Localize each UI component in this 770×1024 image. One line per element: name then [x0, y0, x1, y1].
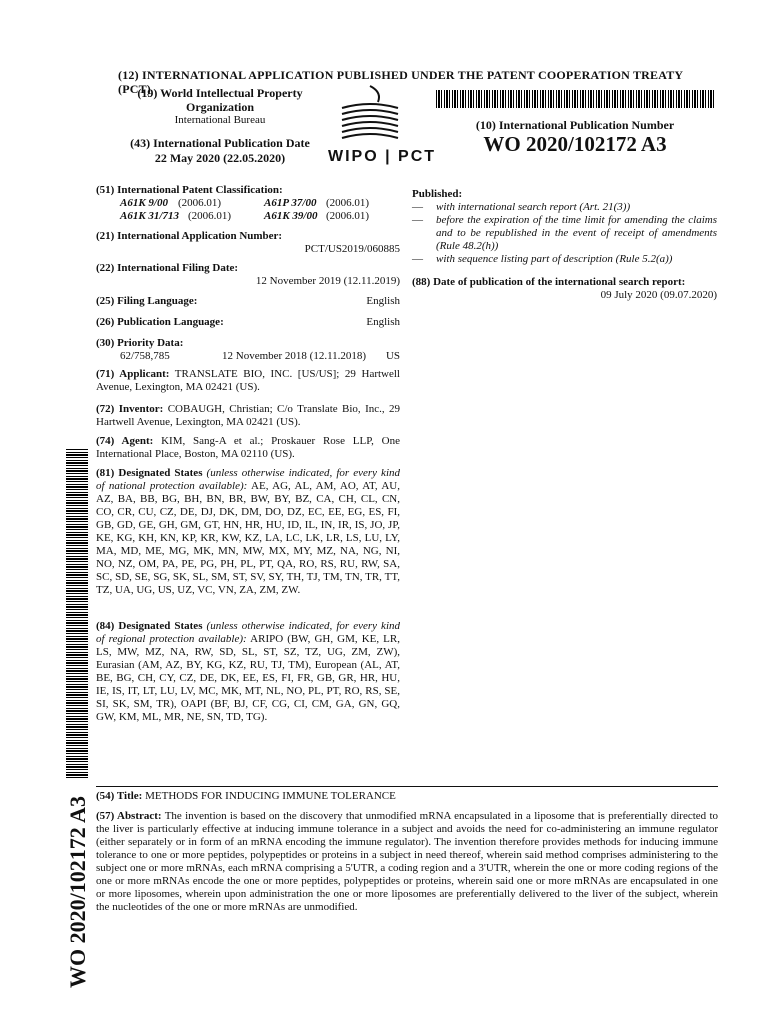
- field-84: [96, 620, 400, 724]
- barcode-top: [436, 90, 716, 108]
- priority-label: (30) Priority Data:: [96, 337, 184, 349]
- publication-language: English: [366, 316, 400, 328]
- inventor-text: COBAUGH, Christian; C/o Translate Bio, Inc., 29 Hartwell Avenue, Lexington, MA 02421 (US).: [96, 403, 400, 428]
- published-item-text: with international search report (Art. 21(3)): [436, 201, 631, 213]
- published-section: [412, 188, 717, 266]
- applicant-label: (71) Applicant:: [96, 368, 170, 380]
- published-label: Published:: [412, 188, 463, 200]
- field-88: [412, 276, 717, 302]
- ipc-label: (51) International Patent Classification:: [96, 184, 283, 196]
- agent-text: KIM, Sang-A et al.; Proskauer Rose LLP, One International Place, Boston, MA 02110 (US).: [96, 435, 400, 460]
- designated-states-regional-text: ARIPO (BW, GH, GM, KE, LR, LS, MW, MZ, NA, RW, SD, SL, ST, SZ, TZ, UG, ZM, ZW), Eurasian (AM, AZ, BY, KG, KZ, RU, TJ, TM), European (AL, AT, BE, BG, CH, CY, CZ, DE, DK, EE, ES, FI, FR, GB, GR, HR, HU, IE, IS, IT, LT, LU, LV, MC, MK, MT, NL, NO, PL, PT, RO, RS, SE, SI, SK, SM, TR), OAPI (BF, BJ, CF, CG, CI, CM, GA, GN, GQ, GW, KM, ML, MR, NE, SN, TD, TG).: [96, 633, 400, 723]
- search-report-date: 09 July 2020 (09.07.2020): [600, 289, 717, 301]
- filing-language: English: [366, 295, 400, 307]
- wipo-logo: WIPO | PCT: [328, 148, 437, 165]
- published-item-text: with sequence listing part of description (Rule 5.2(a)): [436, 253, 673, 265]
- field-30: [96, 337, 400, 365]
- abstract-section: [96, 810, 718, 914]
- agent-label: (74) Agent:: [96, 435, 154, 447]
- ipc-date-4: (2006.01): [326, 210, 370, 222]
- ipc-code-3: A61K 31/713: [120, 210, 179, 222]
- published-item-text: before the expiration of the time limit for amending the claims and to be republished in the event of receipt of amendments (Rule 48.2(h)): [436, 214, 717, 252]
- publication-language-label: (26) Publication Language:: [96, 316, 224, 328]
- priority-number: 62/758,785: [120, 350, 170, 362]
- ipc-date-1: (2006.01): [178, 197, 222, 209]
- field-74: [96, 435, 400, 461]
- priority-date: 12 November 2018 (12.11.2018): [222, 350, 367, 362]
- applicant-text: TRANSLATE BIO, INC. [US/US]; 29 Hartwell Avenue, Lexington, MA 02421 (US).: [96, 368, 400, 393]
- search-report-date-label: (88) Date of publication of the international search report:: [412, 276, 686, 288]
- field-21: [96, 230, 400, 256]
- published-item: — with sequence listing part of description (Rule 5.2(a)): [412, 253, 673, 265]
- divider: [96, 786, 718, 787]
- ipc-code-4: A61K 39/00: [264, 210, 318, 222]
- abstract-text: The invention is based on the discovery that unmodified mRNA encapsulated in a liposome that is preferentially directed to the liver is particularly effective at inducing immune tolerance in a subject and avoids the need for co-administering an immune regulator (either separately or in form of an mRNA encoding the immune regulator). The invention therefore provides methods for inducing immune tolerance to one or more peptides, polypeptides or proteins in a subject in need thereof, wherein said method comprises administering to the subject one or more mRNAs, each mRNA comprising a 5'UTR, a coding region and a 3'UTR, wherein the one or more coding regions of the one or more mRNAs encode the one or more peptides, polypeptides or proteins, wherein said one or more mRNAs are encapsulated in one or more liposomes, wherein upon administration the one or more liposomes are preferentially delivered to the liver of the subject, wherein the nucleotides of the one or more mRNAs are unmodified.: [96, 810, 718, 913]
- published-item: — with international search report (Art. 21(3)): [412, 201, 631, 213]
- app-number-label: (21) International Application Number:: [96, 230, 283, 242]
- app-number: PCT/US2019/060885: [304, 243, 400, 255]
- wipo-emblem-icon: [338, 82, 402, 146]
- pub-number-label: (10) International Publication Number: [475, 118, 675, 132]
- pub-number: WO 2020/102172 A3: [483, 132, 667, 156]
- field-81: [96, 467, 400, 597]
- pub-date-label: (43) International Publication Date: [130, 136, 310, 150]
- org-line1: (19) World Intellectual Property: [137, 86, 303, 100]
- ipc-date-3: (2006.01): [188, 210, 232, 222]
- inventor-label: (72) Inventor:: [96, 403, 164, 415]
- filing-language-label: (25) Filing Language:: [96, 295, 198, 307]
- title-section: [96, 790, 718, 803]
- field-51: [96, 184, 400, 223]
- designated-states-regional-qualifier: (unless otherwise indicated, for every kind of regional protection available):: [96, 620, 400, 645]
- barcode-side: [66, 448, 88, 778]
- designated-states-national-label: (81) Designated States: [96, 467, 203, 479]
- ipc-code-2: A61P 37/00: [264, 197, 317, 209]
- abstract-label: (57) Abstract:: [96, 810, 162, 822]
- designated-states-national-qualifier: (unless otherwise indicated, for every kind of national protection available):: [96, 467, 400, 492]
- filing-date: 12 November 2019 (12.11.2019): [255, 275, 400, 287]
- org-line2: Organization: [186, 100, 254, 114]
- field-22: [96, 262, 400, 288]
- ipc-code-1: A61K 9/00: [120, 197, 168, 209]
- priority-country: US: [385, 350, 400, 362]
- published-item: — before the expiration of the time limit for amending the claims and to be republished in the event of receipt of amendments (Rule 48.2(h)): [412, 214, 717, 252]
- pub-date: 22 May 2020 (22.05.2020): [154, 151, 286, 165]
- designated-states-regional-label: (84) Designated States: [96, 620, 203, 632]
- ipc-date-2: (2006.01): [326, 197, 370, 209]
- title-label: (54) Title:: [96, 790, 143, 802]
- designated-states-national-text: AE, AG, AL, AM, AO, AT, AU, AZ, BA, BB, BG, BH, BN, BR, BW, BY, BZ, CA, CH, CL, CN, CO, CR, CU, CZ, DE, DJ, DK, DM, DO, DZ, EC, EE, EG, ES, FI, GB, GD, GE, GH, GM, GT, HN, HR, HU, ID, IL, IN, IR, IS, JO, JP, KE, KG, KH, KN, KP, KR, KW, KZ, LA, LC, LK, LR, LS, LU, LY, MA, MD, ME, MG, MK, MN, MW, MX, MY, MZ, NA, NG, NI, NO, NZ, OM, PA, PE, PG, PH, PL, PT, QA, RO, RS, RU, RW, SA, SC, SD, SE, SG, SK, SL, SM, ST, SV, SY, TH, TJ, TM, TN, TR, TT, TZ, UA, UG, US, UZ, VC, VN, ZA, ZM, ZW.: [96, 480, 400, 596]
- treaty-line: (12) INTERNATIONAL APPLICATION PUBLISHED UNDER THE PATENT COOPERATION TREATY (PCT): [118, 68, 683, 96]
- field-25: [96, 295, 400, 309]
- side-pub-number: WO 2020/102172 A3: [65, 796, 90, 988]
- title-text: METHODS FOR INDUCING IMMUNE TOLERANCE: [145, 790, 396, 802]
- filing-date-label: (22) International Filing Date:: [96, 262, 239, 274]
- field-72: [96, 403, 400, 429]
- field-71: [96, 368, 400, 394]
- field-26: [96, 316, 400, 330]
- bureau: International Bureau: [174, 114, 266, 126]
